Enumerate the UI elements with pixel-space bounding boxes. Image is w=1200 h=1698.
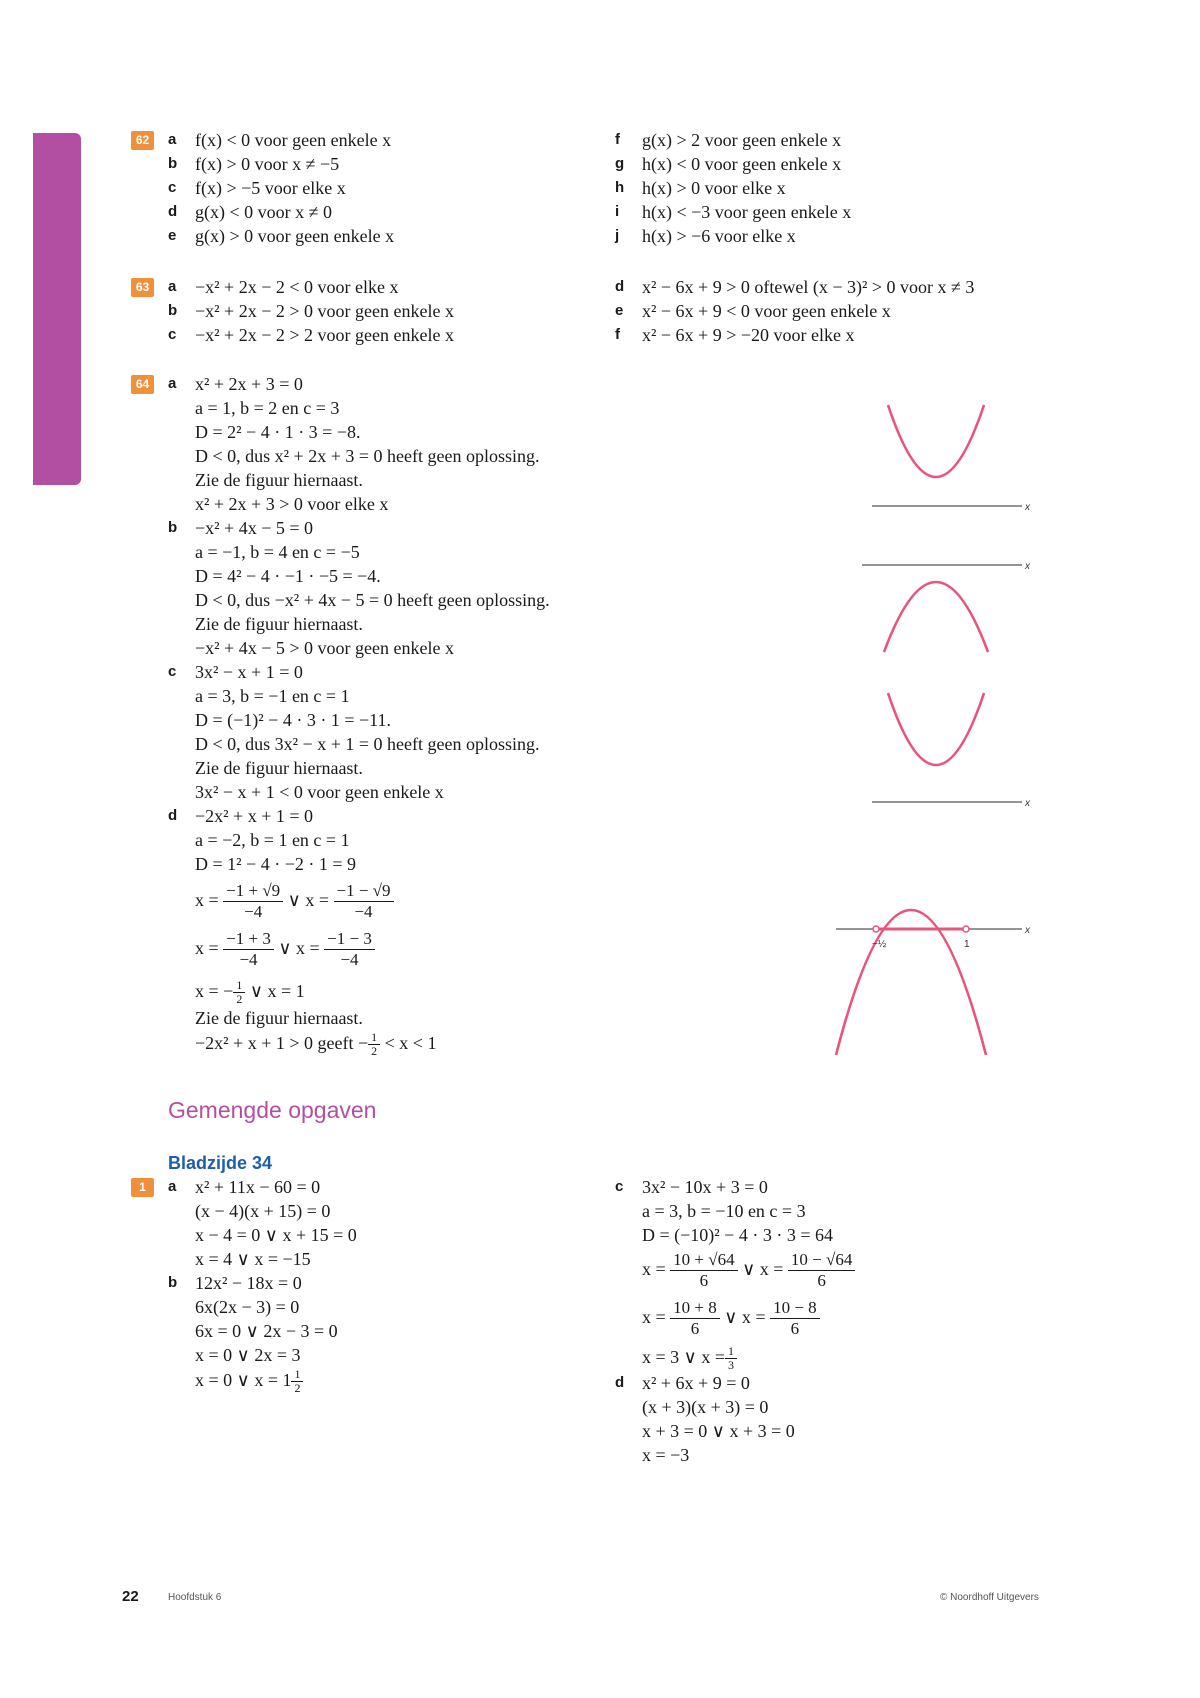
item-letter: h [615,179,625,196]
answer-line: g(x) > 0 voor geen enkele x [195,226,395,246]
answer-line: g(x) > 2 voor geen enkele x [642,130,842,150]
answer-line: Zie de figuur hiernaast. [195,1008,363,1028]
item-letter: g [615,155,625,172]
item-letter: e [615,302,624,319]
fraction-line: x = $\frac{10 + 8}{6}$ ∨ x = $\frac{10 - 8}{6}$ [642,1293,820,1341]
answer-line: −x² + 2x − 2 < 0 voor elke x [195,277,399,297]
answer-line: x = 0 ∨ 2x = 3 [195,1345,301,1365]
answer-line: x = −3 [642,1445,690,1465]
item-letter: e [168,227,177,244]
answer-line: D < 0, dus 3x² − x + 1 = 0 heeft geen oplossing. [195,734,540,754]
x-axis-label: x [1025,925,1030,936]
answer-line: D = 2² − 4 · 1 · 3 = −8. [195,422,361,442]
answer-line: 3x² − x + 1 = 0 [195,662,303,682]
answer-line: 6x(2x − 3) = 0 [195,1297,300,1317]
item-letter: f [615,326,620,343]
answer-line: D = 1² − 4 · −2 · 1 = 9 [195,854,356,874]
parabola-a-curve [888,405,984,477]
answer-line: x = 4 ∨ x = −15 [195,1249,311,1269]
fraction-line: x = − $\frac{1}{2}$ ∨ x = 1 [195,978,305,1007]
parabola-graphs [820,385,1060,1055]
answer-line: f(x) < 0 voor geen enkele x [195,130,392,150]
answer-line: x² − 6x + 9 > −20 voor elke x [642,325,855,345]
answer-line: a = 3, b = −10 en c = 3 [642,1201,806,1221]
answer-line: h(x) > 0 voor elke x [642,178,786,198]
exercise-1 [131,1175,1131,1475]
item-letter: b [168,155,178,172]
item-letter: a [168,1178,177,1195]
item-letter: d [168,203,178,220]
answer-line: D = (−10)² − 4 · 3 · 3 = 64 [642,1225,833,1245]
answer-line: a = 3, b = −1 en c = 1 [195,686,350,706]
root-marker [963,926,969,932]
fraction-line: −2x² + x + 1 > 0 geeft − $\frac{1}{2}$ < x < 1 [195,1030,437,1059]
x-axis-label: x [1025,502,1030,513]
answer-line: x + 3 = 0 ∨ x + 3 = 0 [642,1421,795,1441]
fraction-line: x = 3 ∨ x = $\frac{1}{3}$ [642,1342,737,1372]
x-axis-label: x [1025,561,1030,572]
item-letter: c [168,663,177,680]
parabola-c-curve [888,693,984,765]
root-label-left: −½ [872,939,887,950]
answer-line: f(x) > 0 voor x ≠ −5 [195,154,340,174]
answer-line: 6x = 0 ∨ 2x − 3 = 0 [195,1321,338,1341]
item-letter: j [615,227,620,244]
page-number: 22 [122,1588,139,1605]
answer-line: x² + 11x − 60 = 0 [195,1177,321,1197]
answer-line: D < 0, dus x² + 2x + 3 = 0 heeft geen oplossing. [195,446,540,466]
answer-line: x² + 2x + 3 > 0 voor elke x [195,494,389,514]
item-letter: d [615,278,625,295]
item-letter: d [168,807,178,824]
x-axis-label: x [1025,798,1030,809]
answer-line: x² − 6x + 9 > 0 oftewel (x − 3)² > 0 voor x ≠ 3 [642,277,975,297]
answer-line: x² + 6x + 9 = 0 [642,1373,750,1393]
answer-line: Zie de figuur hiernaast. [195,758,363,778]
answer-line: Zie de figuur hiernaast. [195,470,363,490]
exercise-64 [131,372,691,1059]
answer-line: (x + 3)(x + 3) = 0 [642,1397,769,1417]
answer-line: 3x² − 10x + 3 = 0 [642,1177,768,1197]
answer-line: g(x) < 0 voor x ≠ 0 [195,202,333,222]
item-letter: b [168,302,178,319]
item-letter: c [615,1178,624,1195]
answer-line: x − 4 = 0 ∨ x + 15 = 0 [195,1225,357,1245]
answer-line: a = 1, b = 2 en c = 3 [195,398,340,418]
answer-line: D = 4² − 4 · −1 · −5 = −4. [195,566,381,586]
item-letter: i [615,203,620,220]
item-letter: b [168,519,178,536]
fraction-line: x = $\frac{10 + √64}{6}$ ∨ x = $\frac{10 - √64}{6}$ [642,1245,855,1293]
page-reference: Bladzijde 34 [168,1153,273,1173]
chapter-label: Hoofdstuk 6 [168,1592,222,1603]
answer-line: −x² + 4x − 5 = 0 [195,518,314,538]
item-letter: b [168,1274,178,1291]
answer-line: h(x) > −6 voor elke x [642,226,796,246]
item-letter: a [168,278,177,295]
item-letter: a [168,131,177,148]
publisher-credit: © Noordhoff Uitgevers [940,1592,1039,1603]
answer-line: Zie de figuur hiernaast. [195,614,363,634]
answer-line: a = −1, b = 4 en c = −5 [195,542,360,562]
parabola-b-curve [884,582,988,652]
item-letter: f [615,131,620,148]
exercise-number-badge: 62 [131,131,154,150]
fraction-line: x = $\frac{-1 + √9}{-4}$ ∨ x = $\frac{-1 - √9}{-4}$ [195,876,394,924]
fraction-line: x = 0 ∨ x = 1 $\frac{1}{2}$ [195,1365,303,1395]
item-letter: c [168,326,177,343]
answer-line: (x − 4)(x + 15) = 0 [195,1201,331,1221]
exercise-number-badge: 64 [131,375,154,394]
section-title: Gemengde opgaven [168,1097,377,1123]
answer-line: −x² + 4x − 5 > 0 voor geen enkele x [195,638,454,658]
chapter-side-tab [33,133,81,485]
item-letter: c [168,179,177,196]
answer-line: x² + 2x + 3 = 0 [195,374,303,394]
item-letter: a [168,375,177,392]
answer-line: D = (−1)² − 4 · 3 · 1 = −11. [195,710,391,730]
root-marker [873,926,879,932]
answer-line: a = −2, b = 1 en c = 1 [195,830,350,850]
answer-line: D < 0, dus −x² + 4x − 5 = 0 heeft geen oplossing. [195,590,550,610]
answer-line: x² − 6x + 9 < 0 voor geen enkele x [642,301,891,321]
exercise-number-badge: 63 [131,278,154,297]
answer-line: h(x) < 0 voor geen enkele x [642,154,842,174]
answer-line: 12x² − 18x = 0 [195,1273,302,1293]
item-letter: d [615,1374,625,1391]
fraction-line: x = $\frac{-1 + 3}{-4}$ ∨ x = $\frac{-1 - 3}{-4}$ [195,924,375,972]
answer-line: f(x) > −5 voor elke x [195,178,346,198]
answer-line: h(x) < −3 voor geen enkele x [642,202,852,222]
answer-line: −x² + 2x − 2 > 2 voor geen enkele x [195,325,454,345]
answer-line: 3x² − x + 1 < 0 voor geen enkele x [195,782,444,802]
root-label-right: 1 [964,939,970,950]
exercise-number-badge: 1 [131,1178,154,1197]
answer-line: −x² + 2x − 2 > 0 voor geen enkele x [195,301,454,321]
answer-line: −2x² + x + 1 = 0 [195,806,314,826]
